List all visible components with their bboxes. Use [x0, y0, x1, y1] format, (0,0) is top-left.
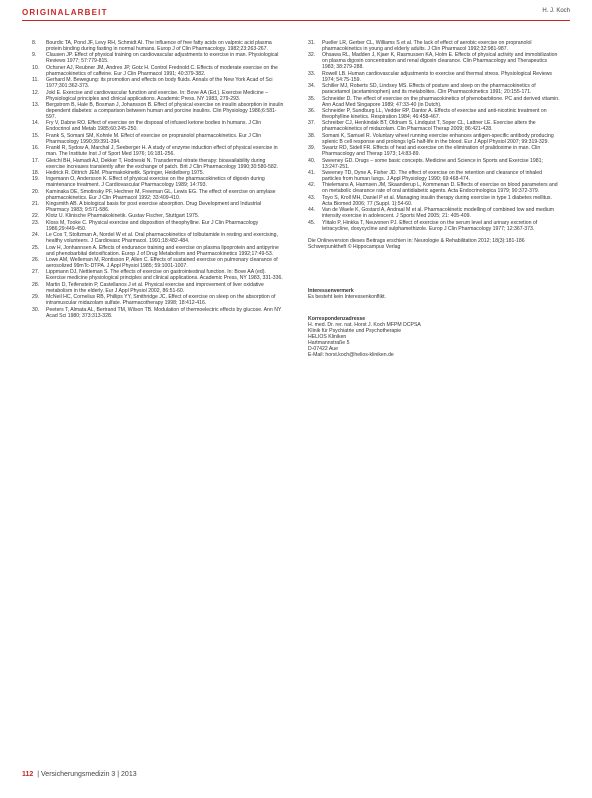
reference-text: Somani K, Samuel R. Voluntary wheel running exercise enhances antigen-specific antibody producing splenic B cell response and prolongs IgG half-life in the blood. Eur J Appl Physiol 2007; 99:319-329. [322, 132, 554, 145]
conflicts-title: Interessenvermerk [308, 287, 354, 294]
reference-text: Swartz RD, Sidell FR. Effects of heat and exercise on the elimination of pralidoxime in man. Clin Pharmacology and Therap 1973; 14:83-89. [322, 145, 541, 158]
reference-number: 26. [32, 256, 40, 263]
online-version-note: Die Onlineversion dieses Beitrags erschien in: Neurologie & Rehabilitation 2012; 18(3):181-186 Schwerpunktheft © Hippocampus Verlag [308, 237, 525, 250]
reference-text: Le Cox T, Stoltzman A, Nordel W et al. Oral pharmacokinetics of tolbutamide in resting and exercising, healthy volunteers. J Cardiovasc Pharmacol. 1991;18:482-484. [46, 232, 278, 245]
reference-text: Peeters T, Almata AL, Bertrand TM, Wilson TB. Modulation of thermoelectric effects by glucose. Ann NY Acad Sci 1980; 373:313-328. [46, 306, 282, 319]
references-left-column [32, 40, 285, 319]
reference-number: 34. [308, 83, 316, 90]
page-footer [22, 771, 137, 778]
reference-number: 43. [308, 194, 316, 201]
reference-item [308, 71, 561, 83]
reference-text: Sweeney GD. Drugs – some basic concepts. Medicine and Science in Sports and Exercise 1981; 13:247-251. [322, 157, 543, 170]
reference-text: Thielemans A, Harmsen JM, Skaanderup L, Kommenan D. Effects of exercise on blood parameters and on metabolic clearance rate of oral antidiabetic agents. Acta Endocrinologica 1979; 90:372-379. [322, 182, 558, 195]
reference-number: 32. [308, 52, 316, 59]
reference-number: 11. [32, 77, 39, 84]
reference-text: Pueller LR, Gerber CL, Williams S et al. The lack of effect of aerobic exercise on propranolol pharmacokinetics in young and elderly adults. J Clin Pharmacol 1992;32:981-987. [322, 40, 532, 53]
reference-item [308, 120, 561, 132]
reference-item [308, 182, 561, 194]
address-line: HELIOS Kliniken [308, 333, 347, 340]
reference-number: 45. [308, 219, 316, 226]
conflicts-section [308, 288, 561, 300]
reference-item [32, 90, 285, 102]
reference-text: Jokl E. Exercise and cardiovascular function and exercise. In: Bove AA (Ed.). Exercise Medicine – Physiological principles and clinical applications. Academic Press. NY 1983, 279-293. [46, 89, 269, 102]
reference-item [32, 269, 285, 281]
page-header [22, 0, 570, 30]
reference-text: Fry V, Dabne RO. Effect of exercise on the disposal of infused ketone bodies in humans. J Clin Endocrinol and Metab 1985;60:245-250. [46, 120, 262, 133]
reference-number: 28. [32, 281, 40, 288]
journal-name: | Versicherungsmedizin 3 | 2013 [37, 771, 137, 778]
reference-number: 33. [308, 70, 316, 77]
correspondence-section [308, 316, 561, 358]
reference-item [308, 170, 561, 182]
reference-number: 37. [308, 120, 316, 127]
author-label: H. J. Koch [542, 8, 570, 14]
reference-number: 8. [32, 40, 37, 46]
address-line: Klinik für Psychiatrie und Psychotherapie [308, 327, 402, 334]
reference-text: Bergstrom B, Hale B, Bosman J, Johansson B. Effect of physical exercise on insulin absorption in insulin dependent diabetes: a comparison between human and porcine insulins. Clin Physiology 1986;6:581-597. [46, 101, 284, 121]
reference-number: 44. [308, 207, 316, 214]
reference-number: 29. [32, 294, 40, 301]
reference-text: Frank S, Somani SM, Kohnle M. Effect of exercise on propranolol pharmacokinetics. Eur J Clin Pharmacology 1990;39:391-394. [46, 132, 262, 145]
reference-item [32, 77, 285, 89]
reference-number: 25. [32, 244, 40, 251]
reference-text: Ingemann O, Andersson K. Effect of physical exercise on the pharmacokinetics of digoxin during maintenance treatment. J Cardiovascular Pharmacology 1989; 14:793. [46, 176, 265, 189]
reference-text: Hedrick R. Dittrich JEM. Pharmakokinetik. Springer, Heidelberg 1975. [46, 169, 204, 176]
reference-number: 9. [32, 52, 37, 59]
reference-item [32, 170, 285, 176]
reference-text: Rowell LB. Human cardiovascular adjustments to exercise and thermal stress. Physiological Reviews 1974; 54:75-159. [322, 70, 552, 83]
reference-item [308, 220, 561, 232]
reference-item [32, 282, 285, 294]
reference-item [32, 133, 285, 145]
reference-number: 13. [32, 101, 40, 108]
reference-text: Lippmann DJ, Nettleman S. The effects of exercise on gastrointestinal function. In: Bove AA (ed). Exercise medicine physiological principles and clinical applications. Academic Press, NY 1983, 331-336. [46, 269, 283, 282]
reference-text: Kloss M, Tooke C. Physical exercise and disposition of theophylline. Eur J Clin Pharmacology 1986;29:449-450. [46, 219, 259, 232]
reference-text: Toyo S, Kroll MH, Daniel P et al. Managing insulin therapy during exercise in type 1 diabetes mellitus. Acta Biomed 2006; 77 (Suppl. 1):54-60. [322, 194, 552, 207]
reference-text: Ylitalo P, Hinkka T, Neuvonen PJ. Effect of exercise on the serum level and urinary excretion of tetracycline, doxycycline and sulphamethizole. Europ J Clin Pharmacology 1977; 12:367-373. [322, 219, 538, 232]
reference-text: Low H, Jonhannsen A. Effects of endurance training and exercise on plasma lipoprotein and antipyrine and phenobarbital detoxification. Europ J of Drug Metabolism and Pharmacokinetics 1992;17:49-53. [46, 244, 279, 257]
reference-text: Ochsner AJ, Reubner JM, Andres JP, Gotz H. Control Frednold C. Effects of moderate exercise on the pharmacokinetics of caffeine. Eur J Clin Pharmacol 1991; 40:379-382. [46, 64, 278, 77]
reference-item [32, 220, 285, 232]
reference-item [32, 65, 285, 77]
reference-number: 20. [32, 188, 40, 195]
reference-text: Schiller MJ, Roberts SD, Lindsey MS. Effects of posture and sleep on the pharmacokinetics of paracetamol (acetaminophen) and its metabolites. Clin Pharmacokinetics 1991; 20:155-171. [322, 83, 536, 96]
reference-text: Sweeney TD, Dyne A, Fisher JD. The effect of exercise on the retention and clearance of inhaled particles from human lungs. J Appl Physiology 1990; 69:468-474. [322, 169, 543, 182]
reference-item [32, 158, 285, 170]
reference-item [32, 102, 285, 120]
reference-number: 41. [308, 169, 316, 176]
reference-text: Frankl R, Sydow A, Marchal J, Seeberger H. A study of enzyme induction effect of physical exercise in man. The Institute Inst J of Sport Med 1976; 16:181-256. [46, 145, 278, 158]
address-line: Hartmannstraße 5 [308, 339, 350, 346]
reference-text: Van de Waele K, Gostard A, Andraal M et al. Pharmacokinetic modelling of combined low and medium intensity exercise in adolescent. J Sports Med 2005; 21: 405-409. [322, 207, 555, 220]
references-right-column [308, 40, 561, 358]
reference-number: 22. [32, 213, 40, 220]
reference-item [32, 189, 285, 201]
reference-text: Kaminaka DE, Smotinsky PF, Hechner M, Freeman GL, Lewis EG. The effect of exercise on amylase pharmacokinetics. Eur J Clin Pharmacol 1992; 33:409-410. [46, 188, 276, 201]
reference-item [32, 176, 285, 188]
reference-number: 40. [308, 157, 316, 164]
reference-number: 30. [32, 306, 40, 313]
reference-text: Lowe AM, Welleman M, Rontisson P, Allen C. Effects of sustained exercise on pulmonary clearance of aerosolized 99mTc-DTPA. J Appl Physiol 1985; 59:1001-1007. [46, 256, 278, 270]
reference-item [308, 195, 561, 207]
reference-item [308, 133, 561, 145]
reference-item [32, 52, 285, 64]
conflicts-text: Es besteht kein Interessenkonflikt. [308, 293, 387, 300]
address-line: H. med. Dr. rer. nat. Horst J. Koch MFPM DCPSA [308, 321, 421, 328]
references-right-list [308, 40, 561, 232]
reference-text: Ohsawa RL, Madden J, Kjaer K, Rasmussen KA, Holm E. Effects of physical activity and immobilization on plasma digoxin concentration and renal digoxin clearance. Clin Pharmacology and Therapeutics 1983; 38:279-288. [322, 52, 558, 71]
reference-number: 14. [32, 120, 40, 127]
reference-text: Martin D, Teifenstein P, Castellanos J et al. Physical exercise and improvement of liver oxidative metabolism in the elderly. Eur J Appl Physiol 2002, 86:51-60. [46, 281, 264, 294]
reference-number: 10. [32, 64, 40, 71]
reference-number: 42. [308, 182, 316, 189]
reference-number: 19. [32, 176, 40, 183]
reference-item [32, 294, 285, 306]
reference-number: 12. [32, 89, 40, 96]
reference-item [32, 120, 285, 132]
reference-text: Schneider D. The effect of exercise on the pharmacokinetics of phenobarbitone. PC and derived vitamin. Ann Acad Med Singapore 1989; 47:33-40 (in Dutch). [322, 95, 560, 108]
email-line: E-Mail: horst.koch@helios-kliniken.de [308, 352, 394, 359]
correspondence-title: Korrespondenzadresse [308, 315, 366, 322]
section-label: ORIGINALARBEIT [22, 8, 108, 17]
reference-item [32, 232, 285, 244]
reference-item [308, 108, 561, 120]
reference-text: Gleichl BH, Hamadi AJ, Dekker T, Hodneski N. Transdermal nitrate therapy: bioavailability during exercise increases transiently after the exchange of patch. Brit J Clin Pharmacology 1990;30:580-582. [46, 157, 279, 170]
reference-item [32, 145, 285, 157]
reference-number: 17. [32, 157, 40, 164]
reference-item [308, 207, 561, 219]
reference-text: Klotz U. Klinische Pharmakokinetik. Gustav Fischer, Stuttgart 1975. [46, 213, 200, 220]
reference-item [32, 307, 285, 319]
reference-text: Schneider P, Sundburg LL, Vedder RP, Dantor A. Effects of exercise and anti-nicotinic treatment on theophylline kinetics. Respiration 1984; 46:458-467. [322, 108, 547, 121]
reference-number: 38. [308, 132, 316, 139]
address-line: D-07422 Aue [308, 346, 339, 353]
reference-number: 35. [308, 95, 316, 102]
reference-text: Bourdic TA, Pond JF, Levy RH, Schmidt AI. The influence of free fatty acids on valproic acid plasma protein binding during fasting in normal humans. Europ J of Clin Pharmacology. 1982;23:263-267. [46, 40, 272, 53]
reference-number: 39. [308, 145, 316, 152]
reference-item [308, 40, 561, 52]
reference-item [308, 52, 561, 70]
reference-number: 18. [32, 169, 40, 176]
reference-item [32, 245, 285, 257]
reference-number: 36. [308, 108, 316, 114]
reference-text: Clausen JP. Effect of physical training on cardiovascular adjustments to exercise in man. Physiological Reviews 1977; 57:779-815. [46, 52, 279, 65]
reference-number: 16. [32, 145, 40, 152]
reference-item [308, 96, 561, 108]
reference-text: McNeil HC, Cornelius RB, Phillips YY, Smithridge JC. Effect of exercise on sleep on the absorption of intramuscular midazolam sulfate. Pharmacotherapy 1998; 18:412-416. [46, 294, 276, 307]
reference-item [308, 83, 561, 95]
reference-number: 15. [32, 132, 40, 139]
reference-item [32, 213, 285, 219]
reference-item [32, 201, 285, 213]
reference-number: 31. [308, 40, 316, 46]
reference-text: Gerhard M. Bewegung: its promotion and effects on body fluids. Annals of the New York Acad of Sci 1977;301:362-373. [46, 77, 273, 90]
reference-item [308, 145, 561, 157]
reference-item [32, 257, 285, 269]
reference-number: 21. [32, 201, 40, 208]
reference-item [32, 40, 285, 52]
reference-number: 23. [32, 219, 40, 226]
reference-item [308, 158, 561, 170]
header-rule [22, 20, 570, 21]
reference-number: 27. [32, 269, 40, 276]
page-number: 112 [22, 771, 34, 778]
reference-number: 24. [32, 232, 40, 239]
reference-text: Schreiber CJ, Henkindak BT, Oldnam S, Lindquist T, Soper CL, Lattner LE. Exercise alters the pharmacokinetics of midazolam. Clin Pharmacol Therap 2009; 86:421-428. [322, 120, 536, 133]
reference-text: Kingsmith AB. A biological basis for post exercise absorption. Drug Development and Industrial Pharmacy 1983; 9:571-586. [46, 201, 262, 214]
